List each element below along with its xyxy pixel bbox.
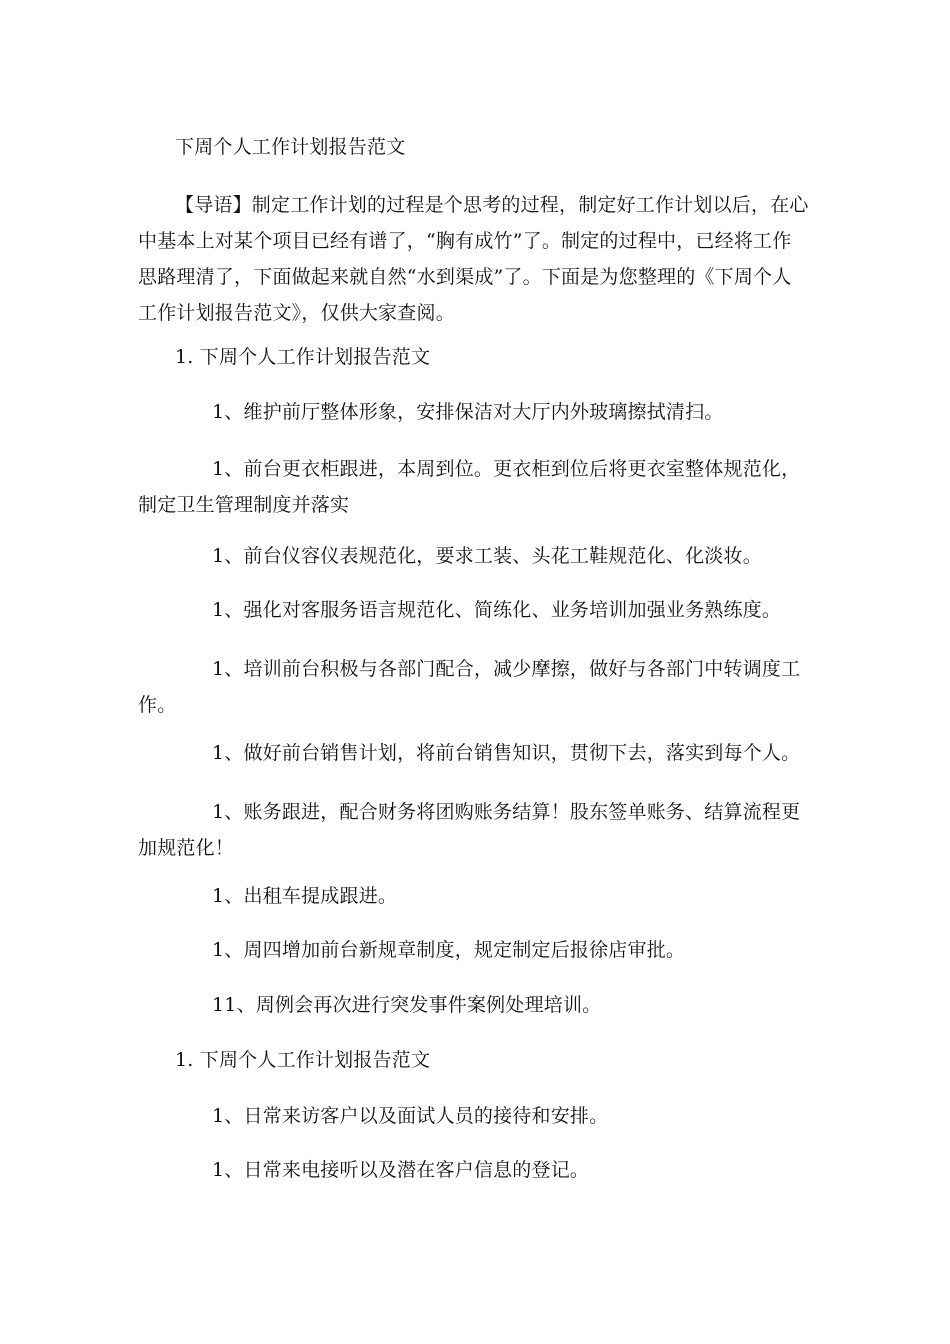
list-item: 11、周例会再次进行突发事件案例处理培训。 xyxy=(212,994,602,1016)
list-item: 1、做好前台销售计划，将前台销售知识，贯彻下去，落实到每个人。 xyxy=(212,742,801,764)
list-item: 1、账务跟进，配合财务将团购账务结算！股东签单账务、结算流程更加规范化！ xyxy=(138,801,801,859)
list-item: 1、培训前台积极与各部门配合，减少摩擦，做好与各部门中转调度工作。 xyxy=(138,658,801,716)
list-item: 1、出租车提成跟进。 xyxy=(212,885,398,907)
section-1-heading: 1. 下周个人工作计划报告范文 xyxy=(175,346,431,368)
list-item: 1、维护前厅整体形象，安排保洁对大厅内外玻璃擦拭清扫。 xyxy=(212,401,724,423)
list-item: 1、日常来电接听以及潜在客户信息的登记。 xyxy=(212,1159,590,1181)
list-item: 1、前台仪容仪表规范化，要求工装、头花工鞋规范化、化淡妆。 xyxy=(212,545,762,567)
list-item: 1、强化对客服务语言规范化、简练化、业务培训加强业务熟练度。 xyxy=(212,599,782,621)
list-item: 1、前台更衣柜跟进，本周到位。更衣柜到位后将更衣室整体规范化，制定卫生管理制度并落实 xyxy=(138,458,801,516)
document-title: 下周个人工作计划报告范文 xyxy=(175,136,406,158)
list-item: 1、周四增加前台新规章制度，规定制定后报徐店审批。 xyxy=(212,939,686,961)
intro-paragraph: 【导语】制定工作计划的过程是个思考的过程，制定好工作计划以后，在心中基本上对某个项目已经有谱了，“胸有成竹”了。制定的过程中，已经将工作思路理清了，下面做起来就自然“水到渠成”了。下面是为您整理的《下周个人工作计划报告范文》，仅供大家查阅。 xyxy=(138,194,809,324)
section-2-heading: 1. 下周个人工作计划报告范文 xyxy=(175,1049,431,1071)
list-item: 1、日常来访客户以及面试人员的接待和安排。 xyxy=(212,1105,609,1127)
